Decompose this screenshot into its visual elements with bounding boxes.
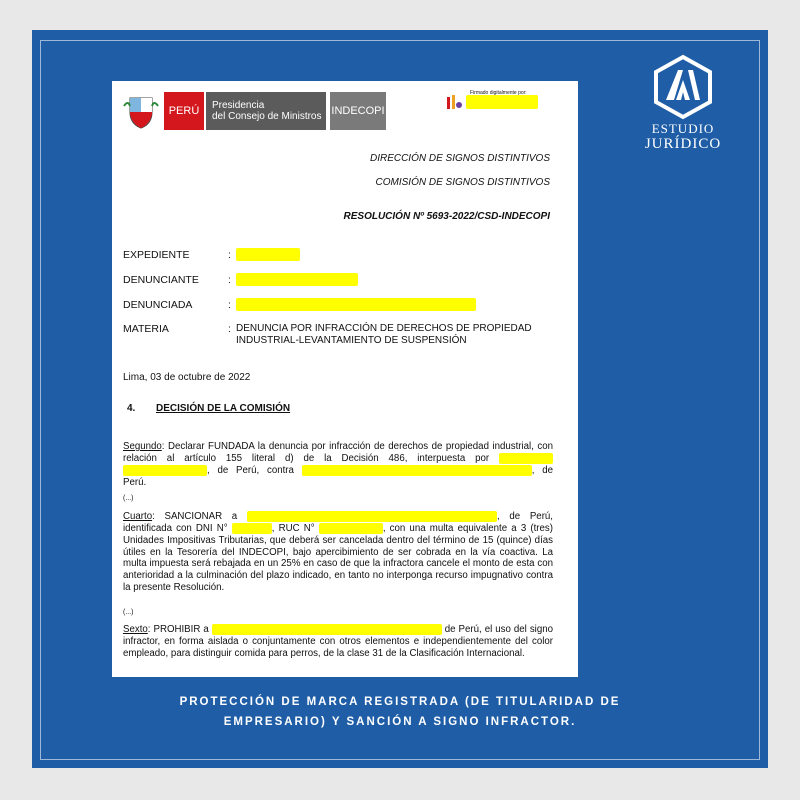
sexto-label: Sexto	[123, 624, 148, 636]
redacted-party	[123, 465, 207, 476]
monogram-hexagon-icon	[652, 54, 714, 120]
redacted-party	[212, 624, 442, 635]
resolution-document	[112, 81, 578, 677]
cuarto-text3: , RUC N°	[271, 522, 315, 534]
pcm-line2: del Consejo de Ministros	[212, 111, 322, 122]
sexto-text2: de Perú, el uso del signo infractor, en forma aislada o conjuntamente con otros elementos e independientemente del color empleado, para distinguir comida para perros, de la clase 31 de la Clasificación Internacional.	[123, 624, 553, 659]
ellipsis-1: (...)	[123, 495, 134, 502]
redacted-party	[499, 453, 553, 464]
redacted-denunciada	[236, 298, 476, 311]
indecopi-label: INDECOPI	[330, 92, 386, 130]
signature-logo-icon	[446, 93, 462, 111]
peru-coat-of-arms-icon	[122, 92, 160, 130]
segundo-label: Segundo	[123, 441, 162, 452]
sexto-text1: : PROHIBIR a	[147, 624, 209, 636]
signature-note: Firmado digitalmente por:	[470, 90, 527, 96]
cuarto-label: Cuarto	[123, 511, 153, 523]
materia-line2: INDUSTRIAL-LEVANTAMIENTO DE SUSPENSIÓN	[236, 335, 467, 346]
expediente-label: EXPEDIENTE	[123, 249, 190, 261]
materia-colon: :	[228, 323, 231, 335]
materia-line1: DENUNCIA POR INFRACCIÓN DE DERECHOS DE PROPIEDAD	[236, 323, 532, 334]
cuarto-text4: , con una multa equivalente a 3 (tres) Unidades Impositivas Tributarias, que deberá ser cancelada dentro del término de 15 (quince) días útiles en la Tesorería del INDECOPI, bajo apercibimiento de ser cobrada en la vía coactiva. La multa impuesta será rebajada en un 25% en caso de que la infractora cancele el monto de esta con anterioridad a la culminación del plazo indicado, en tanto no interponga recurso impugnativo contra la presente Resolución.	[123, 522, 553, 593]
segundo-text3: , de Perú.	[123, 464, 553, 488]
caption-line2: EMPRESARIO) Y SANCIÓN A SIGNO INFRACTOR.	[223, 716, 577, 728]
redacted-ruc	[319, 523, 383, 534]
expediente-colon: :	[228, 249, 231, 261]
redacted-dni	[232, 523, 272, 534]
cuarto-text1: : SANCIONAR a	[152, 511, 238, 523]
section-title: DECISIÓN DE LA COMISIÓN	[156, 403, 291, 414]
ellipsis-2: (...)	[123, 609, 134, 616]
brand-line2: JURÍDICO	[644, 136, 722, 152]
denunciante-label: DENUNCIANTE	[123, 274, 199, 286]
redacted-denunciante	[236, 273, 358, 286]
pcm-line1: Presidencia	[212, 100, 265, 111]
caption-line1: PROTECCIÓN DE MARCA REGISTRADA (DE TITULARIDAD DE	[179, 696, 621, 708]
materia-value	[236, 323, 532, 347]
redacted-party	[302, 465, 532, 476]
cuarto-paragraph	[123, 511, 553, 594]
commission-title: COMISIÓN DE SIGNOS DISTINTIVOS	[375, 177, 550, 188]
caption	[100, 692, 700, 732]
materia-label: MATERIA	[123, 323, 169, 335]
brand-line1: ESTUDIO	[651, 121, 715, 136]
redacted-party	[247, 511, 497, 522]
document-date: Lima, 03 de octubre de 2022	[123, 372, 251, 383]
denunciada-label: DENUNCIADA	[123, 299, 193, 311]
redacted-signer	[466, 95, 538, 109]
denunciada-colon: :	[228, 299, 231, 311]
cuarto-text2: , de Perú, identificada con DNI N°	[123, 511, 553, 534]
denunciante-colon: :	[228, 274, 231, 286]
segundo-text2: , de Perú, contra	[207, 464, 294, 476]
pcm-label	[206, 92, 326, 130]
brand-logo	[642, 54, 724, 152]
digital-signature	[446, 90, 538, 111]
direction-title: DIRECCIÓN DE SIGNOS DISTINTIVOS	[369, 153, 550, 164]
segundo-paragraph	[123, 441, 553, 488]
section-number: 4.	[127, 403, 136, 414]
sexto-paragraph	[123, 624, 553, 659]
resolution-number: RESOLUCIÓN Nº 5693-2022/CSD-INDECOPI	[343, 211, 550, 222]
document-header	[122, 91, 386, 131]
redacted-expediente	[236, 248, 300, 261]
segundo-text1: : Declarar FUNDADA la denuncia por infracción de derechos de propiedad industrial, con relación al artículo 155 literal d) de la Decisión 486, interpuesta por	[123, 441, 553, 464]
peru-label: PERÚ	[164, 92, 204, 130]
